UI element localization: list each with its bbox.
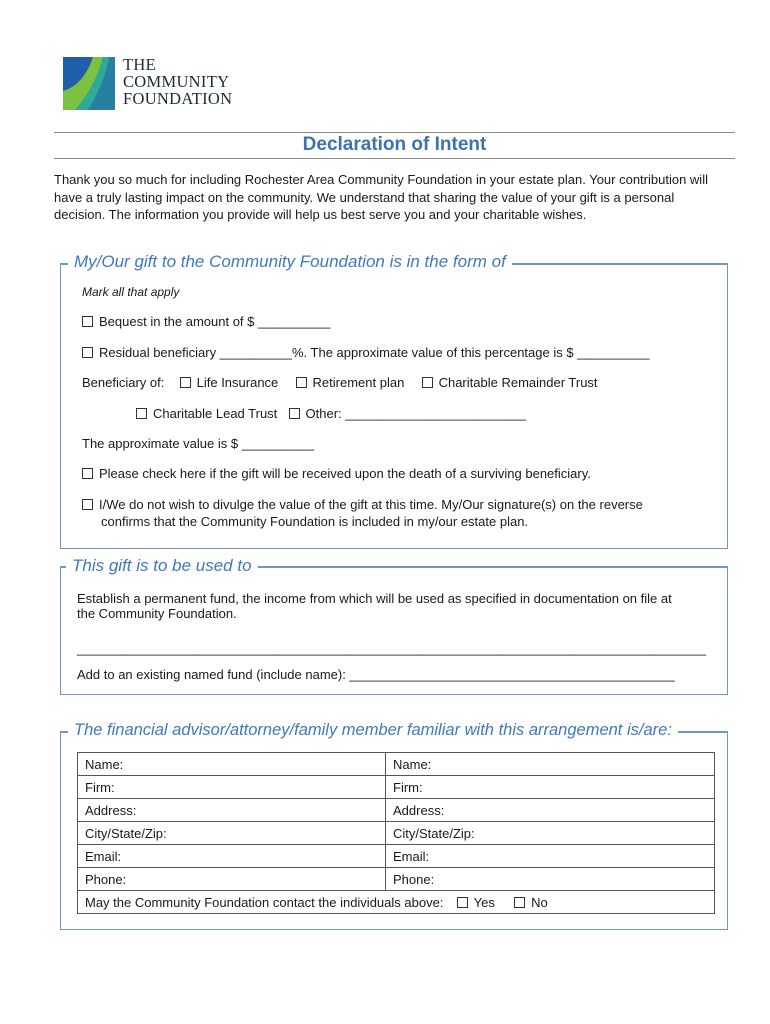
residual-option[interactable] — [82, 345, 649, 360]
establish-line-1: Establish a permanent fund, the income from which will be used as specified in documentation on file at — [77, 591, 672, 606]
city-cell-left[interactable]: City/State/Zip: — [78, 822, 386, 845]
residual-label: Residual beneficiary __________%. The approximate value of this percentage is $ __________ — [99, 345, 650, 360]
bequest-checkbox[interactable] — [82, 316, 93, 327]
name-cell-right[interactable]: Name: — [386, 753, 715, 776]
charitable-lead-label: Charitable Lead Trust — [153, 406, 278, 421]
table-row — [78, 822, 715, 845]
contact-permission-cell — [78, 891, 715, 914]
retirement-plan-label: Retirement plan — [312, 375, 405, 390]
bequest-label: Bequest in the amount of $ __________ — [99, 314, 331, 329]
intro-paragraph: Thank you so much for including Rochester Area Community Foundation in your estate plan. Your contribution will have a truly lasting impact on the community. We understand that sharing the value of your gift is a personal decision. The information you provide will help us best serve you and your charitable wishes. — [54, 172, 708, 222]
life-insurance-label: Life Insurance — [196, 375, 279, 390]
firm-cell-right[interactable]: Firm: — [386, 776, 715, 799]
phone-cell-left[interactable]: Phone: — [78, 868, 386, 891]
fund-description-blank[interactable]: _______________________________________________________________________________________ — [77, 641, 707, 656]
logo-line-community: COMMUNITY — [123, 72, 230, 91]
email-cell-right[interactable]: Email: — [386, 845, 715, 868]
phone-cell-right[interactable]: Phone: — [386, 868, 715, 891]
city-cell-right[interactable]: City/State/Zip: — [386, 822, 715, 845]
beneficiary-label: Beneficiary of: — [82, 375, 165, 390]
advisor-contact-table — [77, 752, 715, 914]
charitable-remainder-label: Charitable Remainder Trust — [438, 375, 598, 390]
logo-line-the: THE — [123, 55, 156, 74]
other-checkbox[interactable] — [289, 408, 300, 419]
retirement-plan-checkbox[interactable] — [296, 377, 307, 388]
surviving-checkbox[interactable] — [82, 468, 93, 479]
charitable-lead-checkbox[interactable] — [136, 408, 147, 419]
charitable-remainder-checkbox[interactable] — [422, 377, 433, 388]
table-row — [78, 845, 715, 868]
existing-fund-field[interactable]: Add to an existing named fund (include name): _____________________________________________ — [77, 667, 675, 682]
title-rule-top — [54, 132, 735, 133]
email-cell-left[interactable]: Email: — [78, 845, 386, 868]
logo-text — [123, 56, 232, 107]
address-cell-right[interactable]: Address: — [386, 799, 715, 822]
table-row — [78, 753, 715, 776]
beneficiary-row-2 — [136, 406, 526, 421]
advisor-heading: The financial advisor/attorney/family member familiar with this arrangement is/are: — [68, 721, 678, 740]
table-row — [78, 799, 715, 822]
logo-line-foundation: FOUNDATION — [123, 89, 233, 108]
use-heading: This gift is to be used to — [66, 556, 258, 576]
divulge-label-1: I/We do not wish to divulge the value of the gift at this time. My/Our signature(s) on the reverse — [99, 497, 643, 512]
gift-form-heading: My/Our gift to the Community Foundation is in the form of — [68, 252, 512, 272]
divulge-checkbox[interactable] — [82, 499, 93, 510]
bequest-option[interactable] — [82, 314, 330, 329]
establish-line-2: the Community Foundation. — [77, 606, 237, 621]
divulge-label-2: confirms that the Community Foundation is included in my/our estate plan. — [101, 514, 529, 529]
table-row — [78, 868, 715, 891]
divulge-option[interactable] — [82, 497, 643, 512]
other-label: Other: _________________________ — [305, 406, 527, 421]
no-checkbox[interactable] — [514, 897, 525, 908]
table-row — [78, 776, 715, 799]
page-title: Declaration of Intent — [302, 134, 487, 155]
no-label: No — [531, 894, 548, 910]
yes-label: Yes — [473, 894, 495, 910]
name-cell-left[interactable]: Name: — [78, 753, 386, 776]
approx-value-field[interactable]: The approximate value is $ __________ — [82, 436, 314, 451]
mark-all-note: Mark all that apply — [82, 285, 180, 299]
life-insurance-checkbox[interactable] — [180, 377, 191, 388]
surviving-option[interactable] — [82, 466, 591, 481]
address-cell-left[interactable]: Address: — [78, 799, 386, 822]
firm-cell-left[interactable]: Firm: — [78, 776, 386, 799]
contact-question: May the Community Foundation contact the individuals above: — [85, 894, 444, 910]
table-row — [78, 891, 715, 914]
title-rule-bottom — [54, 158, 735, 159]
residual-checkbox[interactable] — [82, 347, 93, 358]
surviving-label: Please check here if the gift will be received upon the death of a surviving beneficiary. — [99, 466, 591, 481]
yes-checkbox[interactable] — [457, 897, 468, 908]
beneficiary-row — [82, 375, 598, 390]
foundation-logo-icon — [63, 57, 115, 110]
